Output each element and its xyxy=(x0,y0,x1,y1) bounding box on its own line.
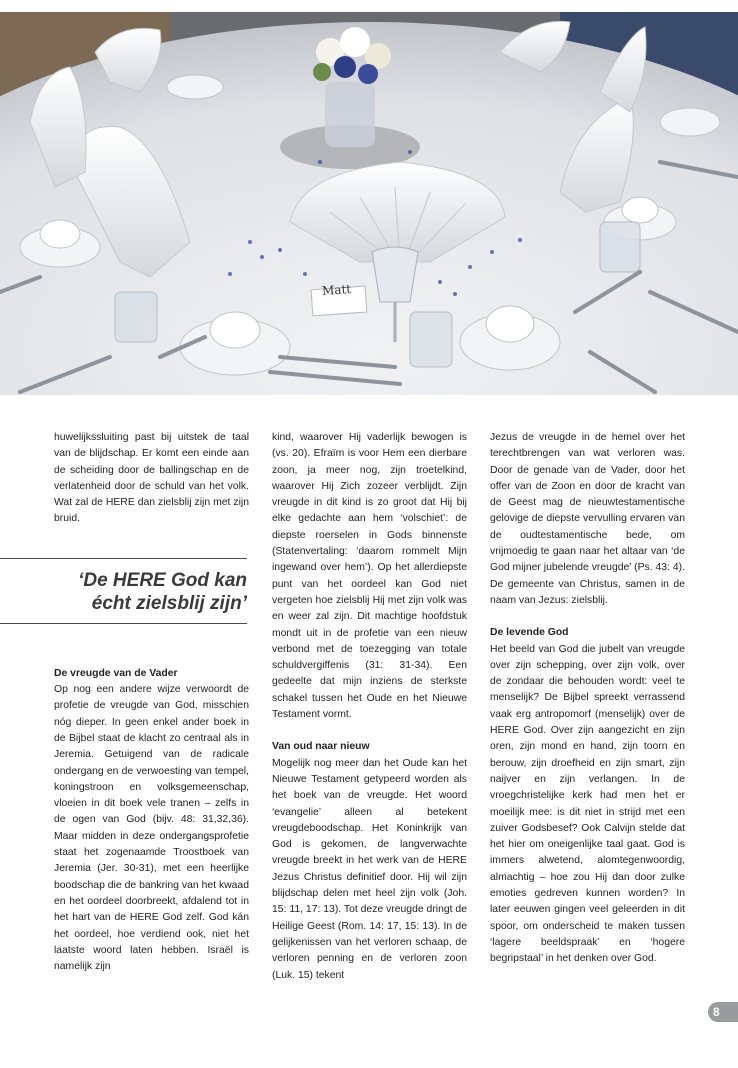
article-column-2 xyxy=(272,430,467,984)
pull-quote-line-2: écht zielsblij zijn’ xyxy=(91,592,247,614)
column-1-body: Op nog een andere wijze verwoordt de profetie de vreugde van God, misschien nóg dieper. In geen enkel ander boek in de Bijbel staat de klacht zo centraal als in Jeremia. Getuigend van de radicale ondergang en de verwoesting van tempel, koningstroon en volksgemeenschap, vloeien in dit boek vele tranen – zelfs in de ogen van God (bijv. 48: 31,32,36). Maar midden in deze ondergangsprofetie staat het zogenaamde Troostboek van Jeremia (Jer. 30-31), met een heerlijke boodschap die de bankring van het kwaad en het oordeel doorbreekt, afdalend tot in het hart van de HERE God zelf. God kán het oordeel, hoe verdiend ook, niet het laatste woord laten hebben. Israël is namelijk zijn xyxy=(54,684,249,973)
table-setting-photo xyxy=(0,12,738,395)
section-heading-levende-god: De levende God xyxy=(490,627,569,639)
column-3-body-1: Jezus de vreugde in de hemel over het terechtbrengen van wat verloren was. Door de genade van de Vader, door het offer van de Zoon en door de kracht van de Geest mag de nieuwtestamentische gelovige de diepste vervulling ervaren van de oudtestamentische bede, om vrijmoedig te gaan naar het altaar van ‘de God mijner jubelende vreugde’ (Ps. 43: 4). De gemeente van Christus, samen in de naam van Jezus: zielsblij. xyxy=(490,432,685,606)
pull-quote xyxy=(0,558,247,624)
column-2-body-2: Mogelijk nog meer dan het Oude kan het Nieuwe Testament getypeerd worden als het boek van de vreugde. Het woord ‘evangelie’ alleen al betekent vreugdeboodschap. Het Koninkrijk van God is gekomen, de langverwachte vreugde breekt in het werk van de HERE Jezus Christus definitief door. Hij wil zijn blijdschap delen met heel zijn volk (Joh. 15: 11, 17: 13). Tot deze vreugde dringt de Heilige Geest (Rom. 14: 17, 15: 13). In de gelijkenissen van het verloren schaap, de verloren penning en de verloren zoon (Luk. 15) tekent xyxy=(272,757,467,981)
section-heading-vreugde-vader: De vreugde van de Vader xyxy=(54,667,178,679)
column-3-body-2: Het beeld van God die jubelt van vreugde over zijn schepping, over zijn volk, over de zondaar die behouden wordt: veel te menselijk? De Bijbel spreekt verrassend vaak erg antropomorf (menselijk) over de HERE God. Over zijn aangezicht en zijn oren, zijn mond en hand, zijn toorn en berouw, zijn droefheid en zijn smart, zijn naijver en zijn verlangen. In de vroegchristelijke kerk had men het er moeilijk mee: is dit niet in strijd met een zuiver Godsbesef? Ook Calvijn stelde dat het hier om oneigenlijke taal gaat. God is immers alwetend, alomtegenwoordig, almachtig – hoe zou Hij dan door zulke emoties gedreven kunnen worden? In later eeuwen gingen veel geleerden in dit spoor, om onderscheid te maken tussen ‘lagere beeldspraak’ en ‘hogere begripstaal’ in het denken over God. xyxy=(490,643,685,965)
section-heading-oud-naar-nieuw: Van oud naar nieuw xyxy=(272,741,370,753)
article-column-3 xyxy=(490,430,685,968)
article-column-1 xyxy=(54,430,249,975)
place-card-text: Matt xyxy=(321,282,352,298)
column-1-intro: huwelijkssluiting past bij uitstek de taal van de blijdschap. Er komt een einde aan de scheiding door de ballingschap en de verlatenheid door de schuld van het volk. Wat zal de HERE dan zielsblij zijn met zijn bruid. xyxy=(54,432,249,525)
pull-quote-line-1: ‘De HERE God kan xyxy=(78,569,247,591)
page-number: 8 xyxy=(708,1002,738,1022)
column-2-body-1: kind, waarover Hij vaderlijk bewogen is (vs. 20). Efraïm is voor Hem een dierbare zoon, ja meer nog, zijn troetelkind, waarover Hij Zich zozeer verblijdt. Zijn vreugde in dit kind is zo groot dat Hij bij elke gedachte aan hem ‘volschiet’: de diepste roerselen in Gods binnenste (Statenvertaling: ‘daarom rommelt Mijn ingewand over hem’). Op het allerdiepste punt van het oordeel kan God niet vergeten hoe zielsblij Hij met zijn volk was en weer zal zijn. Dit machtige hoofdstuk mondt uit in de profetie van een nieuw verbond met de toezegging van totale schuldvergiffenis (31: 31-34). Een gedeelte dat mijn inziens de sterkste schakel tussen het Oude en het Nieuwe Testament vormt. xyxy=(272,432,467,721)
